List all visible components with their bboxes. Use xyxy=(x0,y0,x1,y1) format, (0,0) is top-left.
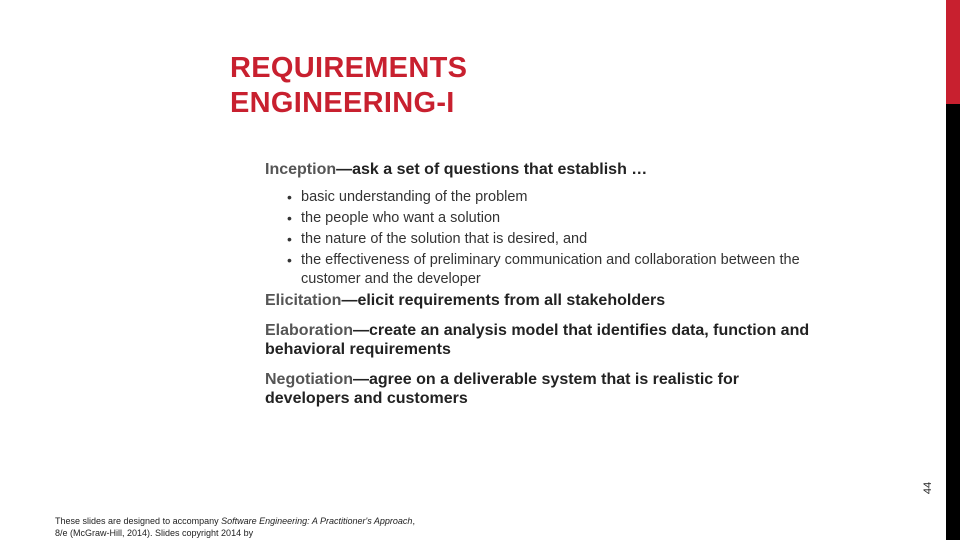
bullet-item xyxy=(287,209,825,229)
bullet-text: the nature of the solution that is desired, and xyxy=(301,230,588,247)
bullet-text: the effectiveness of preliminary communication and collaboration between the customer and the developer xyxy=(301,251,800,287)
footer-prefix: These slides are designed to accompany xyxy=(55,516,222,526)
negotiation-text: —agree on a deliverable system that is realistic for developers and customers xyxy=(265,370,739,407)
accent-bar-red xyxy=(946,0,960,104)
elicitation-text: —elicit requirements from all stakeholders xyxy=(341,292,666,309)
elaboration-item xyxy=(265,321,825,360)
bullet-text: the people who want a solution xyxy=(301,209,501,226)
negotiation-item xyxy=(265,370,825,409)
footer-book-title: Software Engineering: A Practitioner's Approach xyxy=(221,516,413,526)
slide-body xyxy=(265,160,825,409)
elaboration-term: Elaboration xyxy=(265,321,354,339)
accent-bar-black xyxy=(946,104,960,540)
bullet-text: basic understanding of the problem xyxy=(301,188,528,205)
page-number: 44 xyxy=(922,481,934,495)
slide-title-line2: ENGINEERING-I xyxy=(230,87,455,119)
footer-suffix: , 8/e (McGraw-Hill, 2014). Slides copyright 2014 by xyxy=(55,516,415,538)
bullet-item xyxy=(287,230,825,250)
footer-citation xyxy=(55,515,415,539)
inception-text: —ask a set of questions that establish … xyxy=(336,161,648,178)
bullet-icon: • xyxy=(287,209,292,226)
bullet-icon: • xyxy=(287,188,292,205)
elicitation-term: Elicitation xyxy=(265,292,342,309)
bullet-item xyxy=(287,188,825,208)
inception-term: Inception xyxy=(265,161,337,178)
bullet-item xyxy=(287,251,825,290)
slide-title xyxy=(230,51,790,121)
bullet-icon: • xyxy=(287,251,292,268)
negotiation-term: Negotiation xyxy=(265,370,353,388)
elaboration-text: —create an analysis model that identifies data, function and behavioral requirements xyxy=(265,321,810,358)
inception-bullet-list xyxy=(265,188,825,290)
bullet-icon: • xyxy=(287,230,292,247)
inception-item xyxy=(265,160,825,180)
elicitation-item xyxy=(265,291,825,311)
slide-title-line1: REQUIREMENTS xyxy=(230,52,468,84)
